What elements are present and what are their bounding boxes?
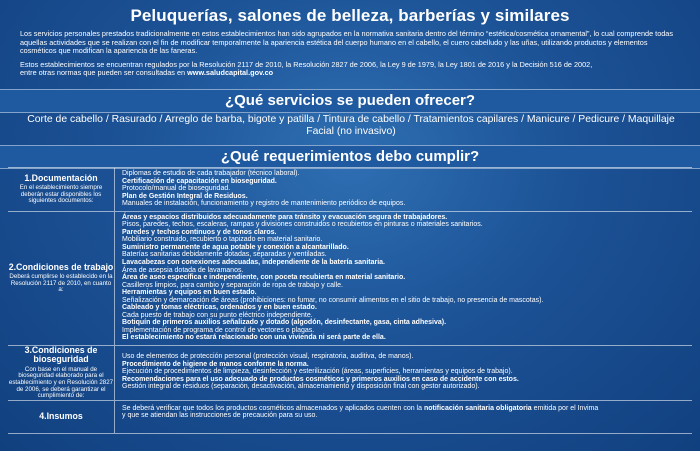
requirement-item: Suministro permanente de agua potable y conexión a alcantarillado.: [122, 243, 349, 251]
requirement-item: Gestión integral de residuos (separación, desactivación, almacenamiento y disposición final con gestor autorizado).: [122, 383, 480, 391]
requirement-label-cell: [8, 346, 115, 400]
services-list: Corte de cabello / Rasurado / Arreglo de barba, bigote y patilla / Tintura de cabello / Tratamientos capilares / Manicure / Pedicure / Maquillaje Facial (no invasivo): [27, 114, 675, 137]
requirement-item: Implementación de programa de control de vectores o plagas.: [122, 326, 315, 334]
requirement-item: Ejecución de procedimientos de limpieza, desinfección y esterilización (áreas, superficies, herramientas y equipos de trabajo).: [122, 368, 513, 376]
intro-paragraph-1: Los servicios personales prestados tradicionalmente en estos establecimientos han sido agrupados en la normativa sanitaria dentro del término “estética/cosmética ornamental”, lo cual comprende todas aquellas actividades que se realizan con el fin de modificar temporalmente la apariencia estética del cuerpo humano en el cabello, el cuero cabelludo y las uñas, utilizando productos y elementos cosméticos que modifican la apariencia de las faneras.: [20, 29, 674, 56]
requirement-row-biosafety: [8, 346, 692, 401]
services-heading: ¿Qué servicios se pueden ofrecer?: [0, 89, 700, 113]
requirement-item: Mobiliario construido, recubierto o tapizado en material sanitario.: [122, 236, 323, 244]
requirement-item: Diplomas de estudio de cada trabajador (técnico laboral).: [122, 170, 300, 177]
requirement-items: [115, 346, 692, 400]
requirement-item: El establecimiento no estará relacionado con una vivienda ni será parte de ella.: [122, 334, 386, 342]
requirements-table: [8, 167, 692, 434]
requirement-item: Botiquín de primeros auxilios señalizado y dotado (algodón, desinfectante, gasa, cinta adhesiva).: [122, 319, 447, 327]
requirement-items: [115, 212, 692, 345]
intro-paragraph-2-line-1: Estos establecimientos se encuentran regulados por la Resolución 2117 de 2010, la Resolución 2827 de 2006, la Ley 9 de 1979, la Ley 1801 de 2016 y la Decisión 516 de 2002,: [20, 59, 593, 69]
requirement-item: Manuales de instalación, funcionamiento y registro de mantenimiento periódico de equipos.: [122, 200, 406, 208]
requirement-item: Áreas y espacios distribuidos adecuadamente para tránsito y evacuación segura de trabajadores.: [122, 213, 448, 221]
intro-paragraph-2-line-2: entre otras normas que pueden ser consultadas en: [20, 68, 188, 78]
requirement-item: Área de asepsia dotada de lavamanos.: [122, 266, 244, 274]
requirement-title: 1.Documentación: [24, 172, 98, 183]
requirement-label-cell: [8, 212, 115, 345]
saludcapital-link[interactable]: www.saludcapital.gov.co: [187, 68, 274, 78]
requirement-item: Recomendaciones para el uso adecuado de productos cosméticos y primeros auxilios en caso de accidente con estos.: [122, 375, 519, 383]
requirement-item: Plan de Gestión Integral de Residuos.: [122, 192, 248, 200]
insumos-bold-text: notificación sanitaria obligatoria: [423, 404, 532, 412]
requirement-items: [115, 401, 692, 433]
requirement-item: Procedimiento de higiene de manos conforme la norma.: [122, 360, 309, 368]
requirement-row-supplies: [8, 401, 692, 434]
requirement-subtitle: En el establecimiento siempre deberán estar disponibles los siguientes documentos:: [19, 184, 103, 205]
requirement-subtitle: Con base en el manual de bioseguridad elaborado para el establecimiento y en Resolución 2827 de 2006, se deberá garantizar el cumplimiento de:: [8, 365, 114, 400]
requirement-items: [115, 168, 692, 211]
requirement-item: Señalización y demarcación de áreas (prohibiciones: no fumar, no consumir alimentos en el sitio de trabajo, no presencia de mascotas).: [122, 296, 544, 304]
requirement-item: Cada puesto de trabajo con su punto eléctrico independiente.: [122, 311, 313, 319]
requirement-item: Paredes y techos continuos y de tonos claros.: [122, 228, 277, 236]
requirement-title: 3.Condiciones de bioseguridad: [24, 345, 98, 365]
requirement-item: Baterías sanitarias debidamente dotadas, separadas y ventiladas.: [122, 251, 327, 259]
requirement-subtitle: Deberá cumplirse lo establecido en la Resolución 2117 de 2010, en cuanto a:: [9, 273, 113, 294]
requirement-item: Uso de elementos de protección personal (protección visual, respiratoria, auditiva, de manos).: [122, 353, 414, 361]
requirement-item: Área de aseo específica e independiente, con poceta recubierta en material sanitario.: [122, 274, 406, 282]
requirement-item: Protocolo/manual de bioseguridad.: [122, 185, 231, 193]
intro-text: [20, 30, 682, 83]
requirement-item: Cableado y tomas eléctricas, ordenados y en buen estado.: [122, 304, 317, 312]
intro-paragraph-2: [20, 61, 682, 78]
requirement-title: 2.Condiciones de trabajo: [8, 261, 114, 272]
requirement-title: 4.Insumos: [39, 411, 83, 422]
insumos-text-suffix: emitida por el Invima: [531, 404, 599, 412]
requirement-label-cell: [8, 168, 115, 211]
requirement-label-cell: [8, 401, 115, 433]
requirement-item: Herramientas y equipos en buen estado.: [122, 289, 257, 297]
requirement-row-documentation: [8, 168, 692, 212]
requirement-row-work-conditions: [8, 212, 692, 346]
requirements-heading: ¿Qué requerimientos debo cumplir?: [0, 145, 700, 169]
insumos-text: Se deberá verificar que todos los productos cosméticos almacenados y aplicados cuenten con la: [122, 404, 424, 412]
requirement-item: Casilleros limpios, para cambio y separación de ropa de trabajo y calle.: [122, 281, 343, 289]
insumos-line-2: y que se atiendan las instrucciones de precaución para su uso.: [122, 412, 318, 420]
insumos-line-1: [122, 405, 692, 413]
requirement-item: Certificación de capacitación en bioseguridad.: [122, 177, 277, 185]
page-title: Peluquerías, salones de belleza, barberías y similares: [130, 6, 570, 25]
requirement-item: Lavacabezas con conexiones adecuadas, independiente de la batería sanitaria.: [122, 259, 385, 267]
requirement-item: Pisos, paredes, techos, escaleras, rampas y divisiones construidos o recubiertos en pinturas o materiales sanitarios.: [122, 221, 483, 229]
